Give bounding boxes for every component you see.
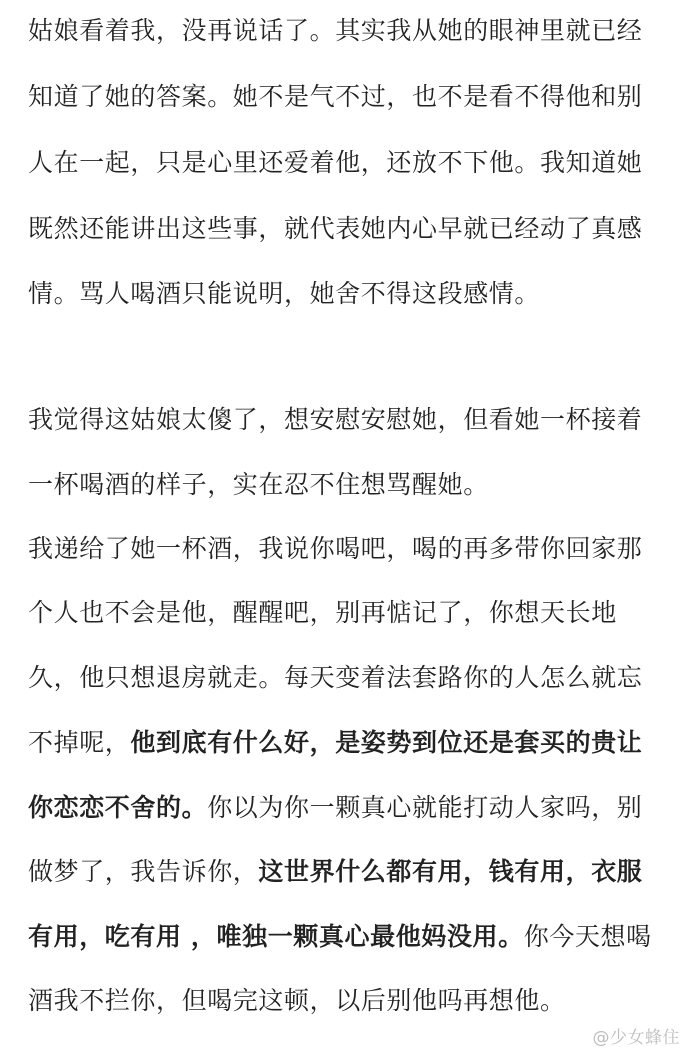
bold-text: 你恋恋不舍的。 xyxy=(28,793,208,822)
text-segment: 我递给了她一杯酒，我说你喝吧，喝的再多带你回家那 xyxy=(28,534,643,563)
text-line xyxy=(28,922,652,952)
text-segment: 久，他只想退房就走。每天变着法套路你的人怎么就忘 xyxy=(28,663,643,692)
text-line xyxy=(28,405,642,435)
text-line xyxy=(28,82,642,112)
text-line xyxy=(28,663,642,693)
watermark: @少女蜂住 xyxy=(592,1028,680,1048)
text-segment: 知道了她的答案。她不是气不过，也不是看不得他和别 xyxy=(28,82,643,111)
text-line xyxy=(28,148,642,178)
text-line xyxy=(28,279,540,309)
text-segment: 个人也不会是他，醒醒吧，别再惦记了，你想天长地 xyxy=(28,598,617,627)
bold-text: 这世界什么都有用，钱有用，衣服 xyxy=(258,857,643,886)
text-segment: 我觉得这姑娘太傻了，想安慰安慰她，但看她一杯接着 xyxy=(28,405,643,434)
text-segment: 人在一起，只是心里还爱着他，还放不下他。我知道她 xyxy=(28,148,643,177)
text-segment: 酒我不拦你，但喝完这顿，以后别他吗再想他。 xyxy=(28,986,566,1015)
text-line xyxy=(28,793,642,823)
bold-text: 有用，吃有用 ，唯独一颗真心最他妈没用。 xyxy=(28,922,524,951)
text-segment: 一杯喝酒的样子，实在忍不住想骂醒她。 xyxy=(28,470,489,499)
text-line xyxy=(28,986,566,1016)
text-line xyxy=(28,857,642,887)
text-segment: 做梦了，我告诉你， xyxy=(28,857,259,886)
bold-text: 他到底有什么好，是姿势到位还是套买的贵让 xyxy=(130,728,643,757)
text-line xyxy=(28,728,642,758)
text-line xyxy=(28,214,642,244)
text-segment: 你以为你一颗真心就能打动人家吗，别 xyxy=(207,793,643,822)
text-segment: 既然还能讲出这些事，就代表她内心早就已经动了真感 xyxy=(28,214,643,243)
text-line xyxy=(28,534,642,564)
text-segment: 不掉呢， xyxy=(28,728,131,757)
text-line xyxy=(28,598,617,628)
text-segment: 姑娘看着我，没再说话了。其实我从她的眼神里就已经 xyxy=(28,16,643,45)
text-segment: 你今天想喝 xyxy=(523,922,652,951)
text-segment: 情。骂人喝酒只能说明，她舍不得这段感情。 xyxy=(28,279,541,308)
text-line xyxy=(28,16,642,46)
text-line xyxy=(28,470,489,500)
